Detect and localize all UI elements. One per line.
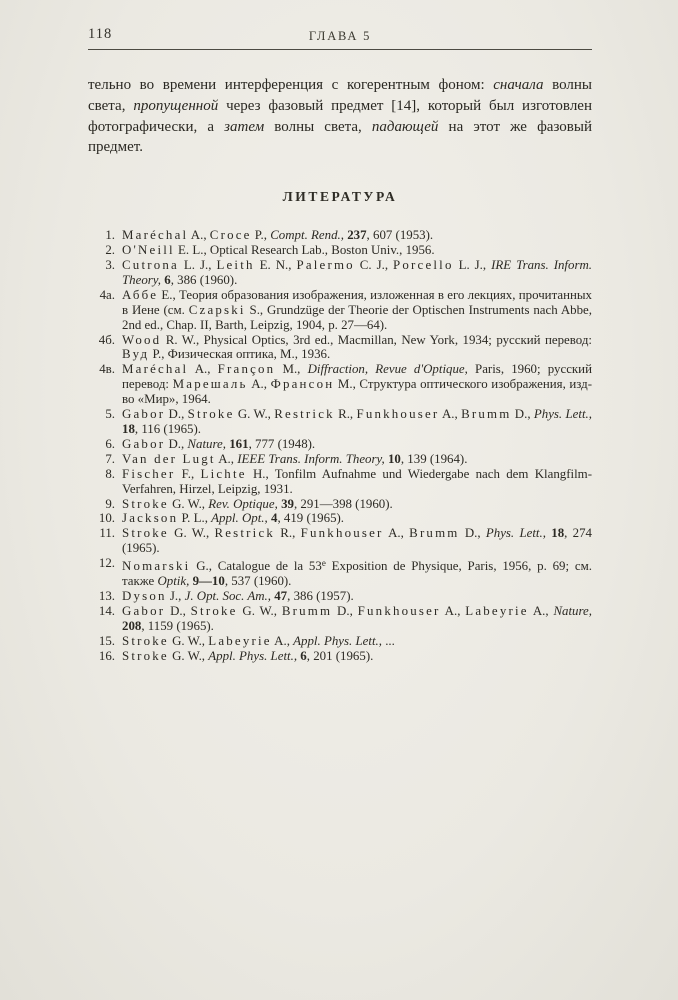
reference-number: 6. [105,436,115,451]
reference-text [122,497,592,512]
reference-text [122,243,592,258]
header-rule [88,49,592,50]
text-segment: G. W., [168,633,209,648]
text-segment: Nomarski [122,559,191,574]
reference-number: 15. [98,633,115,648]
text-segment: Restrick [274,407,335,422]
text-segment: R., [275,526,301,541]
reference-number: 16. [98,648,115,663]
text-segment: , 139 (1964). [400,451,468,466]
text-segment: Аббе [122,287,159,302]
text-segment: 18 [551,526,565,541]
text-segment: A., [271,633,294,648]
text-segment: Brumm [409,526,460,541]
text-segment: , 386 (1957). [287,588,354,603]
text-segment: Вуд [122,347,150,362]
text-segment: Maréchal [122,362,189,377]
text-segment: J., [166,588,185,603]
reference-number: 1. [105,228,115,243]
reference-item [88,452,592,467]
reference-number: 4а. [99,287,115,302]
text-segment: J. Opt. Soc. Am., [184,588,271,603]
text-segment: Van der Lugt [122,451,216,466]
text-segment: Марешаль [172,377,248,392]
text-segment: A., [383,526,410,541]
text-segment: Croce [209,228,252,243]
text-segment: O'Neill [122,243,175,258]
reference-number: 5. [105,407,115,422]
reference-number: 14. [98,603,115,618]
text-segment: Gabor [122,407,166,422]
text-segment: Phys. Lett., [485,526,546,541]
text-segment: A., [188,228,210,243]
reference-text [122,634,592,649]
reference-text [122,258,592,288]
text-segment: Françon [217,362,276,377]
text-segment: S., Grundzüge der Theorie der Optischen Instruments nach Abbe, 2nd ed., Chap. II, Barth, Leipzig, 1904, p. 27—64). [122,302,592,332]
reference-item [88,649,592,664]
reference-number: 12. [98,556,115,571]
text-segment: Diffraction, Revue d'Optique, [307,362,468,377]
reference-number: 9. [105,496,115,511]
text-segment: 161 [229,436,249,451]
reference-number: 7. [105,451,115,466]
text-segment: тельно во времени интерференция с когерентным фоном: [88,77,494,93]
text-segment: на этот же фазовый предмет. [88,118,592,156]
reference-number: 4в. [99,362,115,377]
text-segment: , 777 (1948). [248,436,316,451]
reference-item [88,437,592,452]
text-segment: 6 [300,648,307,663]
text-segment: P., [251,228,271,243]
reference-text [122,437,592,452]
body-paragraph [88,75,592,158]
text-segment: Франсон [270,377,335,392]
reference-item [88,362,592,407]
reference-list [88,228,592,663]
text-segment: Fischer [122,466,176,481]
text-segment: Cutrona [122,258,179,272]
text-segment: 47 [274,588,288,603]
reference-text [122,589,592,604]
text-segment: IRE Trans. Inform. Theory, [122,258,593,287]
chapter-header: ГЛАВА 5 [308,28,372,43]
text-segment: G. W., [168,526,215,541]
text-segment: G. W., [234,407,275,422]
text-segment: Wood [122,332,162,347]
text-segment: D., [511,407,534,422]
text-segment: 18 [122,421,135,436]
reference-text [122,333,592,363]
reference-item [88,556,592,589]
reference-item [88,634,592,649]
text-segment: Restrick [214,526,276,541]
reference-text [122,604,592,634]
reference-item [88,604,592,634]
reference-text [122,556,592,589]
text-segment: G. W., [168,496,209,511]
text-segment: Czapski [188,302,246,317]
text-segment: D., [165,603,191,618]
text-segment: Rev. Optique, [208,496,278,511]
text-segment: Optik, [157,574,190,589]
text-segment: Compt. Rend., [270,228,344,243]
text-segment: Appl. Phys. Lett., [208,648,298,663]
text-segment: Funkhouser [357,603,441,618]
text-segment: A., [440,603,466,618]
reference-text [122,407,592,437]
text-segment: IEEE Trans. Inform. Theory, [237,451,385,466]
text-segment: волны света, [88,77,593,114]
text-segment: , 1159 (1965). [141,618,214,633]
text-segment: , 419 (1965). [277,511,345,526]
text-segment: D., [165,407,188,422]
text-segment: 9—10 [192,574,225,589]
text-segment: Porcello [393,258,454,272]
text-segment: L. J., [178,258,217,272]
text-segment: Lichte [200,466,247,481]
reference-text [122,511,592,526]
text-segment: Jackson [122,511,179,526]
text-segment: , 291—398 (1960). [293,496,393,511]
text-segment: Funkhouser [300,526,384,541]
text-segment: Appl. Phys. Lett., [293,633,382,648]
text-segment: 208 [122,618,142,633]
text-segment: сначала [493,77,544,93]
reference-item [88,258,592,288]
text-segment: G., Catalogue de la 53 [190,559,322,574]
text-segment: Dyson [122,588,167,603]
text-segment: Funkhouser [356,407,440,422]
text-segment: М., Структура оптического изображения, изд-во «Мир», 1964. [122,377,592,407]
text-segment: H., Tonfilm Aufnahme und Wiedergabe nach dem Klangfilm-Verfahren, Hirzel, Leipzig, 1931. [122,466,592,496]
text-segment: G. W., [168,648,209,663]
text-segment: Stroke [122,648,169,663]
text-segment: Phys. Lett., [533,407,592,422]
reference-item [88,288,592,333]
text-segment: Р., Физическая оптика, М., 1936. [149,347,331,362]
text-segment: Leith [216,258,255,272]
text-segment: A., [215,451,238,466]
text-segment: волны света, [264,118,372,135]
text-segment: Appl. Opt., [211,511,268,526]
text-segment: L. J., [453,258,492,272]
text-segment: 10 [387,451,401,466]
text-segment: D., [165,436,188,451]
text-segment: Nature, [553,603,592,618]
text-segment: F., [175,466,201,481]
reference-text [122,288,592,333]
text-segment: 39 [281,496,294,511]
text-segment: , 274 (1965). [122,526,592,556]
text-segment: через фазовый предмет [14], который был изготовлен фотографически, а [88,97,592,135]
text-segment: C. J., [354,258,394,272]
reference-text [122,228,592,243]
text-segment: Brumm [461,407,512,422]
text-segment: Gabor [122,603,166,618]
reference-text [122,362,592,407]
reference-item [88,243,592,258]
text-segment: пропущенной [133,97,219,114]
text-segment: Stroke [122,496,169,511]
reference-text [122,467,592,497]
text-segment: Stroke [190,603,238,618]
reference-item [88,497,592,512]
text-segment: Labeyrie [208,633,272,648]
section-title: ЛИТЕРАТУРА [282,189,398,205]
reference-number: 2. [105,243,115,258]
text-segment: D., [332,603,358,618]
reference-text [122,526,592,556]
reference-item [88,526,592,556]
text-segment: 6 [164,272,171,287]
text-segment: 4 [270,511,278,526]
text-segment: , 537 (1960). [224,574,292,589]
reference-item [88,333,592,363]
reference-text [122,452,592,467]
reference-number: 10. [98,511,115,526]
reference-number: 11. [99,526,115,541]
text-segment: Palermo [296,258,355,272]
text-segment: A., [439,407,462,422]
reference-item [88,407,592,437]
text-segment: Е., Теория образования изображения, изложенная в его лекциях, прочитанных в Иене (см. [122,287,592,317]
page-number: 118 [88,26,113,42]
text-segment: G. W., [237,603,282,618]
text-segment: затем [224,118,265,135]
text-segment: Nature, [187,436,226,451]
text-segment: Labeyrie [465,603,529,618]
text-segment: ... [381,633,395,648]
reference-text [122,649,592,664]
text-segment: А., [247,377,271,392]
text-segment: 237 [347,228,367,243]
reference-number: 13. [98,588,115,603]
text-segment: A., [188,362,218,377]
text-segment: Maréchal [122,228,189,243]
text-segment: e [321,558,326,569]
text-segment: P. L., [178,511,212,526]
running-head [88,26,592,44]
text-segment: D., [459,526,486,541]
text-segment: Gabor [122,436,166,451]
text-segment: Stroke [122,633,169,648]
reference-number: 3. [105,258,115,272]
text-segment: R., [334,407,357,422]
text-segment: M., [275,362,308,377]
reference-item [88,511,592,526]
text-segment: Brumm [281,603,333,618]
text-segment: Stroke [187,407,235,422]
text-segment: , 116 (1965). [134,421,202,436]
text-segment: Paris, 1960; русский перевод: [122,362,592,392]
text-segment: Stroke [122,526,169,541]
text-segment: A., [528,603,554,618]
text-segment: падающей [371,118,439,135]
reference-item [88,467,592,497]
text-segment: E. L., Optical Research Lab., Boston Univ., 1956. [174,243,435,258]
text-segment: Exposition de Physique, Paris, 1956, p. 69; см. также [122,559,592,589]
reference-item [88,589,592,604]
text-segment: E. N., [254,258,297,272]
reference-item [88,228,592,243]
text-segment: , 607 (1953). [366,228,434,243]
reference-number: 8. [105,466,115,481]
text-segment: , 201 (1965). [306,648,374,663]
reference-number: 4б. [98,332,115,347]
text-segment: , 386 (1960). [170,272,238,287]
text-segment: R. W., Physical Optics, 3rd ed., Macmillan, New York, 1934; русский перевод: [161,332,592,347]
